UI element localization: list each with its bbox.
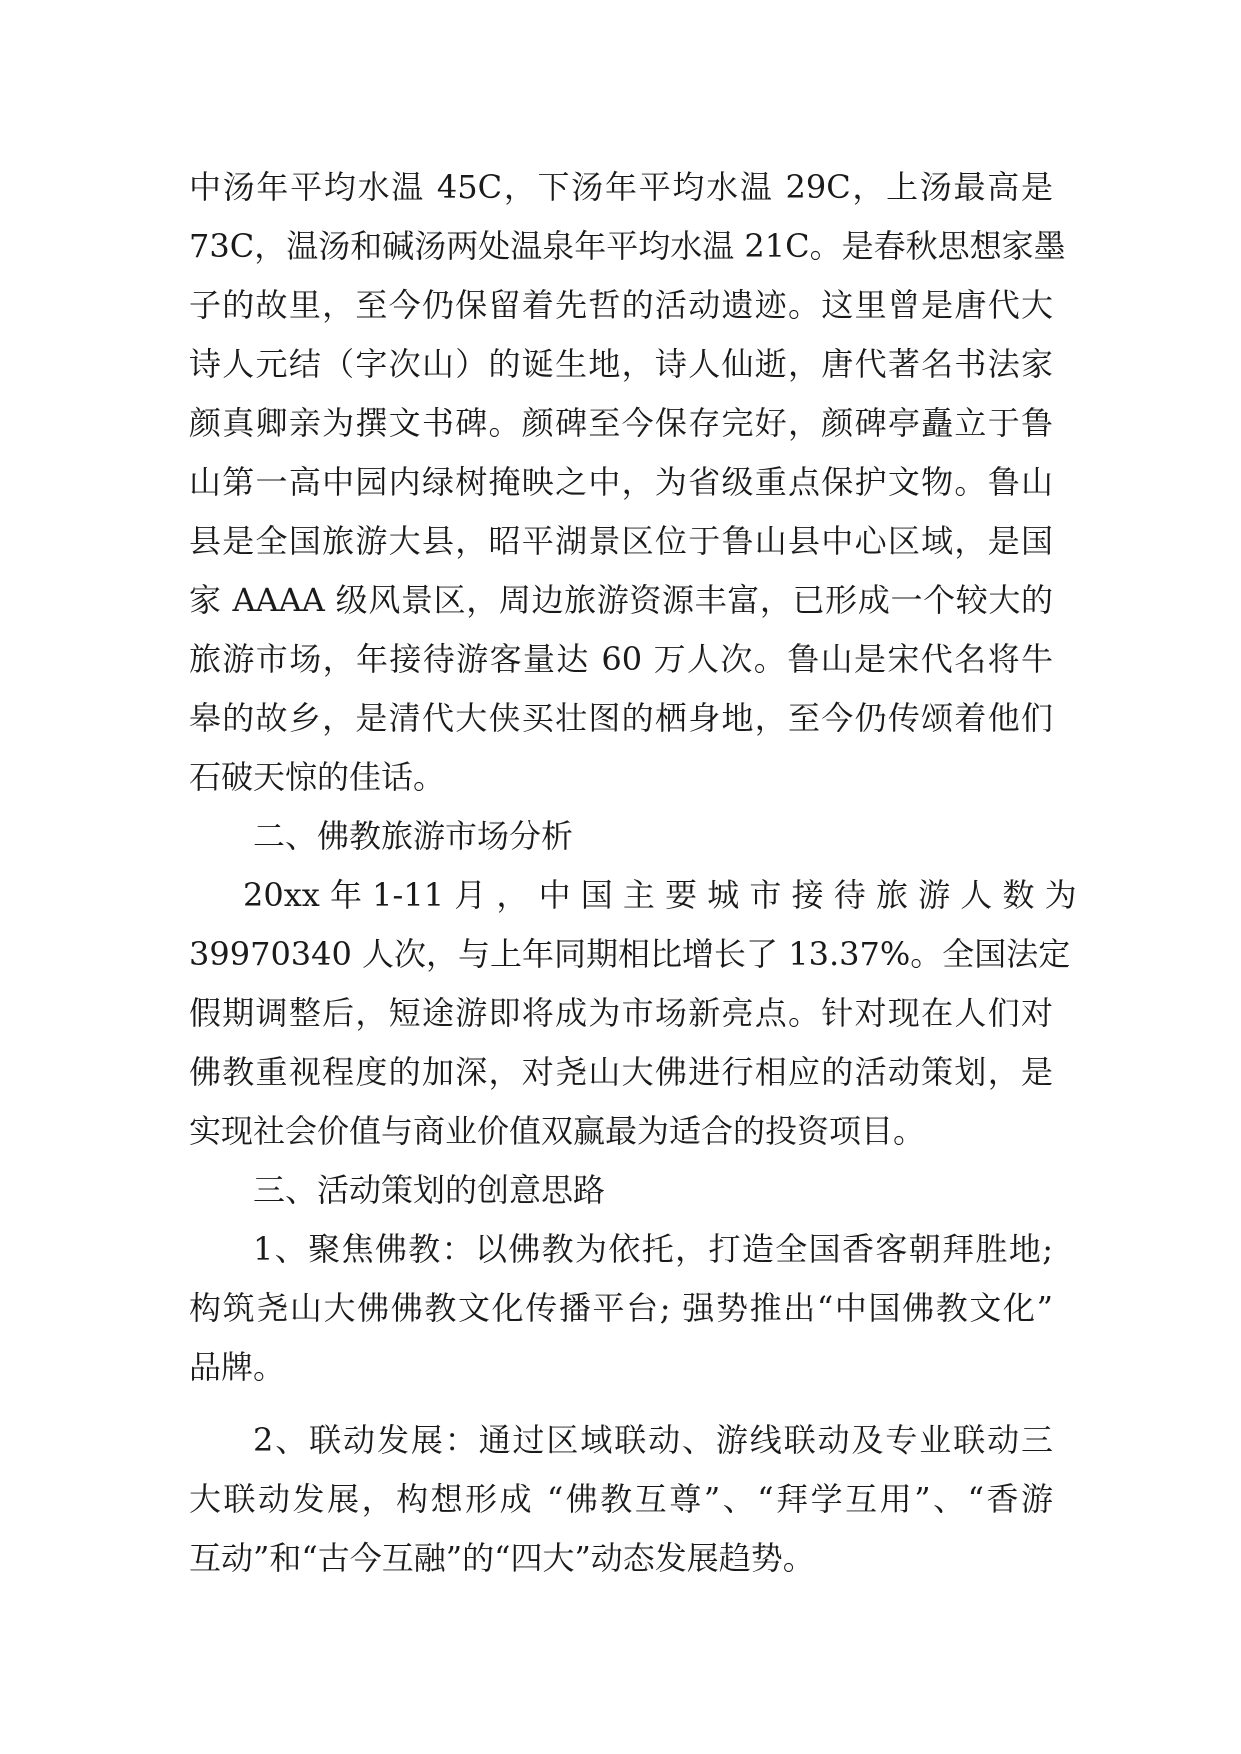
text-line: 家 AAAA 级风景区，周边旅游资源丰富，已形成一个较大的 (189, 581, 1053, 619)
paragraph-hot-springs (189, 158, 1066, 807)
section-heading-creative-ideas: 三、活动策划的创意思路 (253, 1171, 606, 1209)
text-line: 皋的故乡，是清代大侠买壮图的栖身地，至今仍传颂着他们 (189, 699, 1053, 737)
text-line: 73C，温汤和碱汤两处温泉年平均水温 21C。是春秋思想家墨 (189, 227, 1066, 265)
paragraph-focus-buddhism (189, 1220, 1053, 1397)
text-line: 20xx 年 1-11 月 ， 中 国 主 要 城 市 接 待 旅 游 人 数 为 (243, 876, 1077, 914)
document-body (189, 158, 1077, 1588)
text-line: 中汤年平均水温 45C，下汤年平均水温 29C，上汤最高是 (189, 168, 1053, 206)
text-line: 构筑尧山大佛佛教文化传播平台; 强势推出“中国佛教文化” (189, 1289, 1053, 1327)
text-line: 县是全国旅游大县，昭平湖景区位于鲁山县中心区域，是国 (189, 522, 1053, 560)
text-line: 品牌。 (189, 1348, 286, 1386)
paragraph-market-analysis (189, 866, 1077, 1161)
text-line: 佛教重视程度的加深，对尧山大佛进行相应的活动策划，是 (189, 1053, 1053, 1091)
text-line: 实现社会价值与商业价值双赢最为适合的投资项目。 (189, 1112, 926, 1150)
text-line: 石破天惊的佳话。 (189, 758, 446, 796)
text-line: 大联动发展，构想形成 “佛教互尊”、“拜学互用”、“香游 (189, 1480, 1053, 1518)
text-line: 2、联动发展：通过区域联动、游线联动及专业联动三 (253, 1421, 1053, 1459)
section-heading-market-analysis: 二、佛教旅游市场分析 (253, 817, 574, 855)
text-line: 诗人元结（字次山）的诞生地，诗人仙逝，唐代著名书法家 (189, 345, 1053, 383)
text-line: 互动”和“古今互融”的“四大”动态发展趋势。 (189, 1539, 815, 1577)
text-line: 假期调整后，短途游即将成为市场新亮点。针对现在人们对 (189, 994, 1053, 1032)
paragraph-linked-development (189, 1411, 1053, 1588)
text-line: 旅游市场，年接待游客量达 60 万人次。鲁山是宋代名将牛 (189, 640, 1053, 678)
text-line: 山第一高中园内绿树掩映之中，为省级重点保护文物。鲁山 (189, 463, 1053, 501)
text-line: 39970340 人次，与上年同期相比增长了 13.37%。全国法定 (189, 935, 1071, 973)
text-line: 子的故里，至今仍保留着先哲的活动遗迹。这里曾是唐代大 (189, 286, 1053, 324)
text-line: 颜真卿亲为撰文书碑。颜碑至今保存完好，颜碑亭矗立于鲁 (189, 404, 1053, 442)
text-line: 1、聚焦佛教：以佛教为依托，打造全国香客朝拜胜地; (253, 1230, 1053, 1268)
